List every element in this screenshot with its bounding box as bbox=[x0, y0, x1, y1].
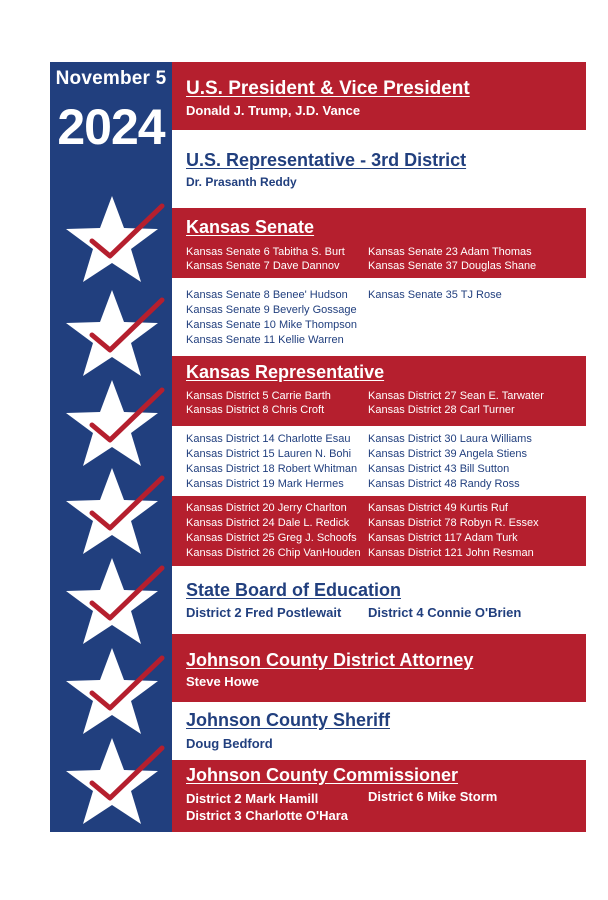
list-item: Kansas Senate 6 Tabitha S. Burt bbox=[186, 246, 345, 258]
list-item: Kansas Senate 10 Mike Thompson bbox=[186, 319, 358, 331]
list-item: Kansas District 30 Laura Williams bbox=[368, 433, 532, 445]
list-item: Kansas District 27 Sean E. Tarwater bbox=[368, 390, 544, 402]
list-item: Kansas District 25 Greg J. Schoofs bbox=[186, 532, 357, 544]
star-check-icon bbox=[58, 556, 166, 648]
ks-senate-section bbox=[172, 208, 586, 278]
commissioner-candidate: District 2 Mark Hamill bbox=[186, 791, 319, 806]
list-item: Kansas District 43 Bill Sutton bbox=[368, 463, 510, 475]
list-item: Kansas Senate 9 Beverly Gossage bbox=[186, 304, 357, 316]
us-rep-heading: U.S. Representative - 3rd District bbox=[186, 150, 467, 170]
star-check-icon bbox=[58, 288, 166, 380]
sheriff-section bbox=[172, 702, 586, 760]
list-item: Kansas Senate 37 Douglas Shane bbox=[368, 260, 537, 272]
list-item: Kansas Senate 35 TJ Rose bbox=[368, 289, 502, 301]
ks-senate-list bbox=[172, 278, 586, 354]
star-check-icon bbox=[58, 378, 166, 470]
list-item: Kansas Senate 8 Benee' Hudson bbox=[186, 289, 348, 301]
board-ed-section bbox=[172, 566, 586, 632]
list-item: Kansas District 15 Lauren N. Bohi bbox=[186, 448, 352, 460]
star-check-icon bbox=[58, 194, 166, 286]
board-ed-candidate-right: District 4 Connie O'Brien bbox=[368, 605, 522, 620]
da-section bbox=[172, 634, 586, 702]
list-item: Kansas District 19 Mark Hermes bbox=[186, 478, 344, 490]
da-candidate: Steve Howe bbox=[186, 674, 259, 689]
board-ed-heading: State Board of Education bbox=[186, 580, 402, 600]
ks-rep-heading: Kansas Representative bbox=[186, 362, 385, 382]
election-year: 2024 bbox=[57, 99, 165, 155]
list-item: Kansas District 26 Chip VanHouden bbox=[186, 547, 361, 559]
list-item: Kansas District 5 Carrie Barth bbox=[186, 390, 331, 402]
star-check-icon bbox=[58, 466, 166, 558]
sheriff-candidate: Doug Bedford bbox=[186, 736, 273, 751]
ks-senate-heading: Kansas Senate bbox=[186, 217, 315, 237]
ks-rep-section bbox=[172, 356, 586, 426]
star-check-icon bbox=[58, 646, 166, 738]
president-heading: U.S. President & Vice President bbox=[186, 78, 470, 99]
commissioner-candidate: District 6 Mike Storm bbox=[368, 789, 498, 804]
list-item: Kansas District 8 Chris Croft bbox=[186, 404, 325, 416]
list-item: Kansas District 39 Angela Stiens bbox=[368, 448, 527, 460]
list-item: Kansas District 48 Randy Ross bbox=[368, 478, 520, 490]
list-item: Kansas District 24 Dale L. Redick bbox=[186, 517, 350, 529]
commissioner-candidate: District 3 Charlotte O'Hara bbox=[186, 808, 349, 823]
list-item: Kansas Senate 11 Kellie Warren bbox=[186, 334, 344, 346]
list-item: Kansas District 18 Robert Whitman bbox=[186, 463, 358, 475]
election-date: November 5 bbox=[55, 68, 167, 89]
board-ed-candidate-left: District 2 Fred Postlewait bbox=[186, 605, 342, 620]
list-item: Kansas District 49 Kurtis Ruf bbox=[368, 502, 508, 514]
da-heading: Johnson County District Attorney bbox=[186, 650, 474, 670]
president-candidates: Donald J. Trump, J.D. Vance bbox=[186, 103, 361, 118]
list-item: Kansas District 117 Adam Turk bbox=[368, 532, 518, 544]
us-rep-candidate: Dr. Prasanth Reddy bbox=[186, 175, 297, 189]
commissioner-section bbox=[172, 760, 586, 832]
list-item: Kansas Senate 23 Adam Thomas bbox=[368, 246, 532, 258]
list-item: Kansas District 78 Robyn R. Essex bbox=[368, 517, 539, 529]
president-section bbox=[172, 62, 586, 130]
sheriff-heading: Johnson County Sheriff bbox=[186, 710, 390, 730]
list-item: Kansas District 20 Jerry Charlton bbox=[186, 502, 347, 514]
list-item: Kansas District 28 Carl Turner bbox=[368, 404, 515, 416]
star-check-icon bbox=[58, 736, 166, 828]
list-item: Kansas District 14 Charlotte Esau bbox=[186, 433, 351, 445]
ks-rep-list bbox=[172, 426, 586, 496]
list-item: Kansas Senate 7 Dave Dannov bbox=[186, 260, 340, 272]
us-rep-section bbox=[172, 130, 586, 206]
ks-rep-list-2 bbox=[172, 496, 586, 566]
commissioner-heading: Johnson County Commissioner bbox=[186, 765, 459, 785]
list-item: Kansas District 121 John Resman bbox=[368, 547, 534, 559]
